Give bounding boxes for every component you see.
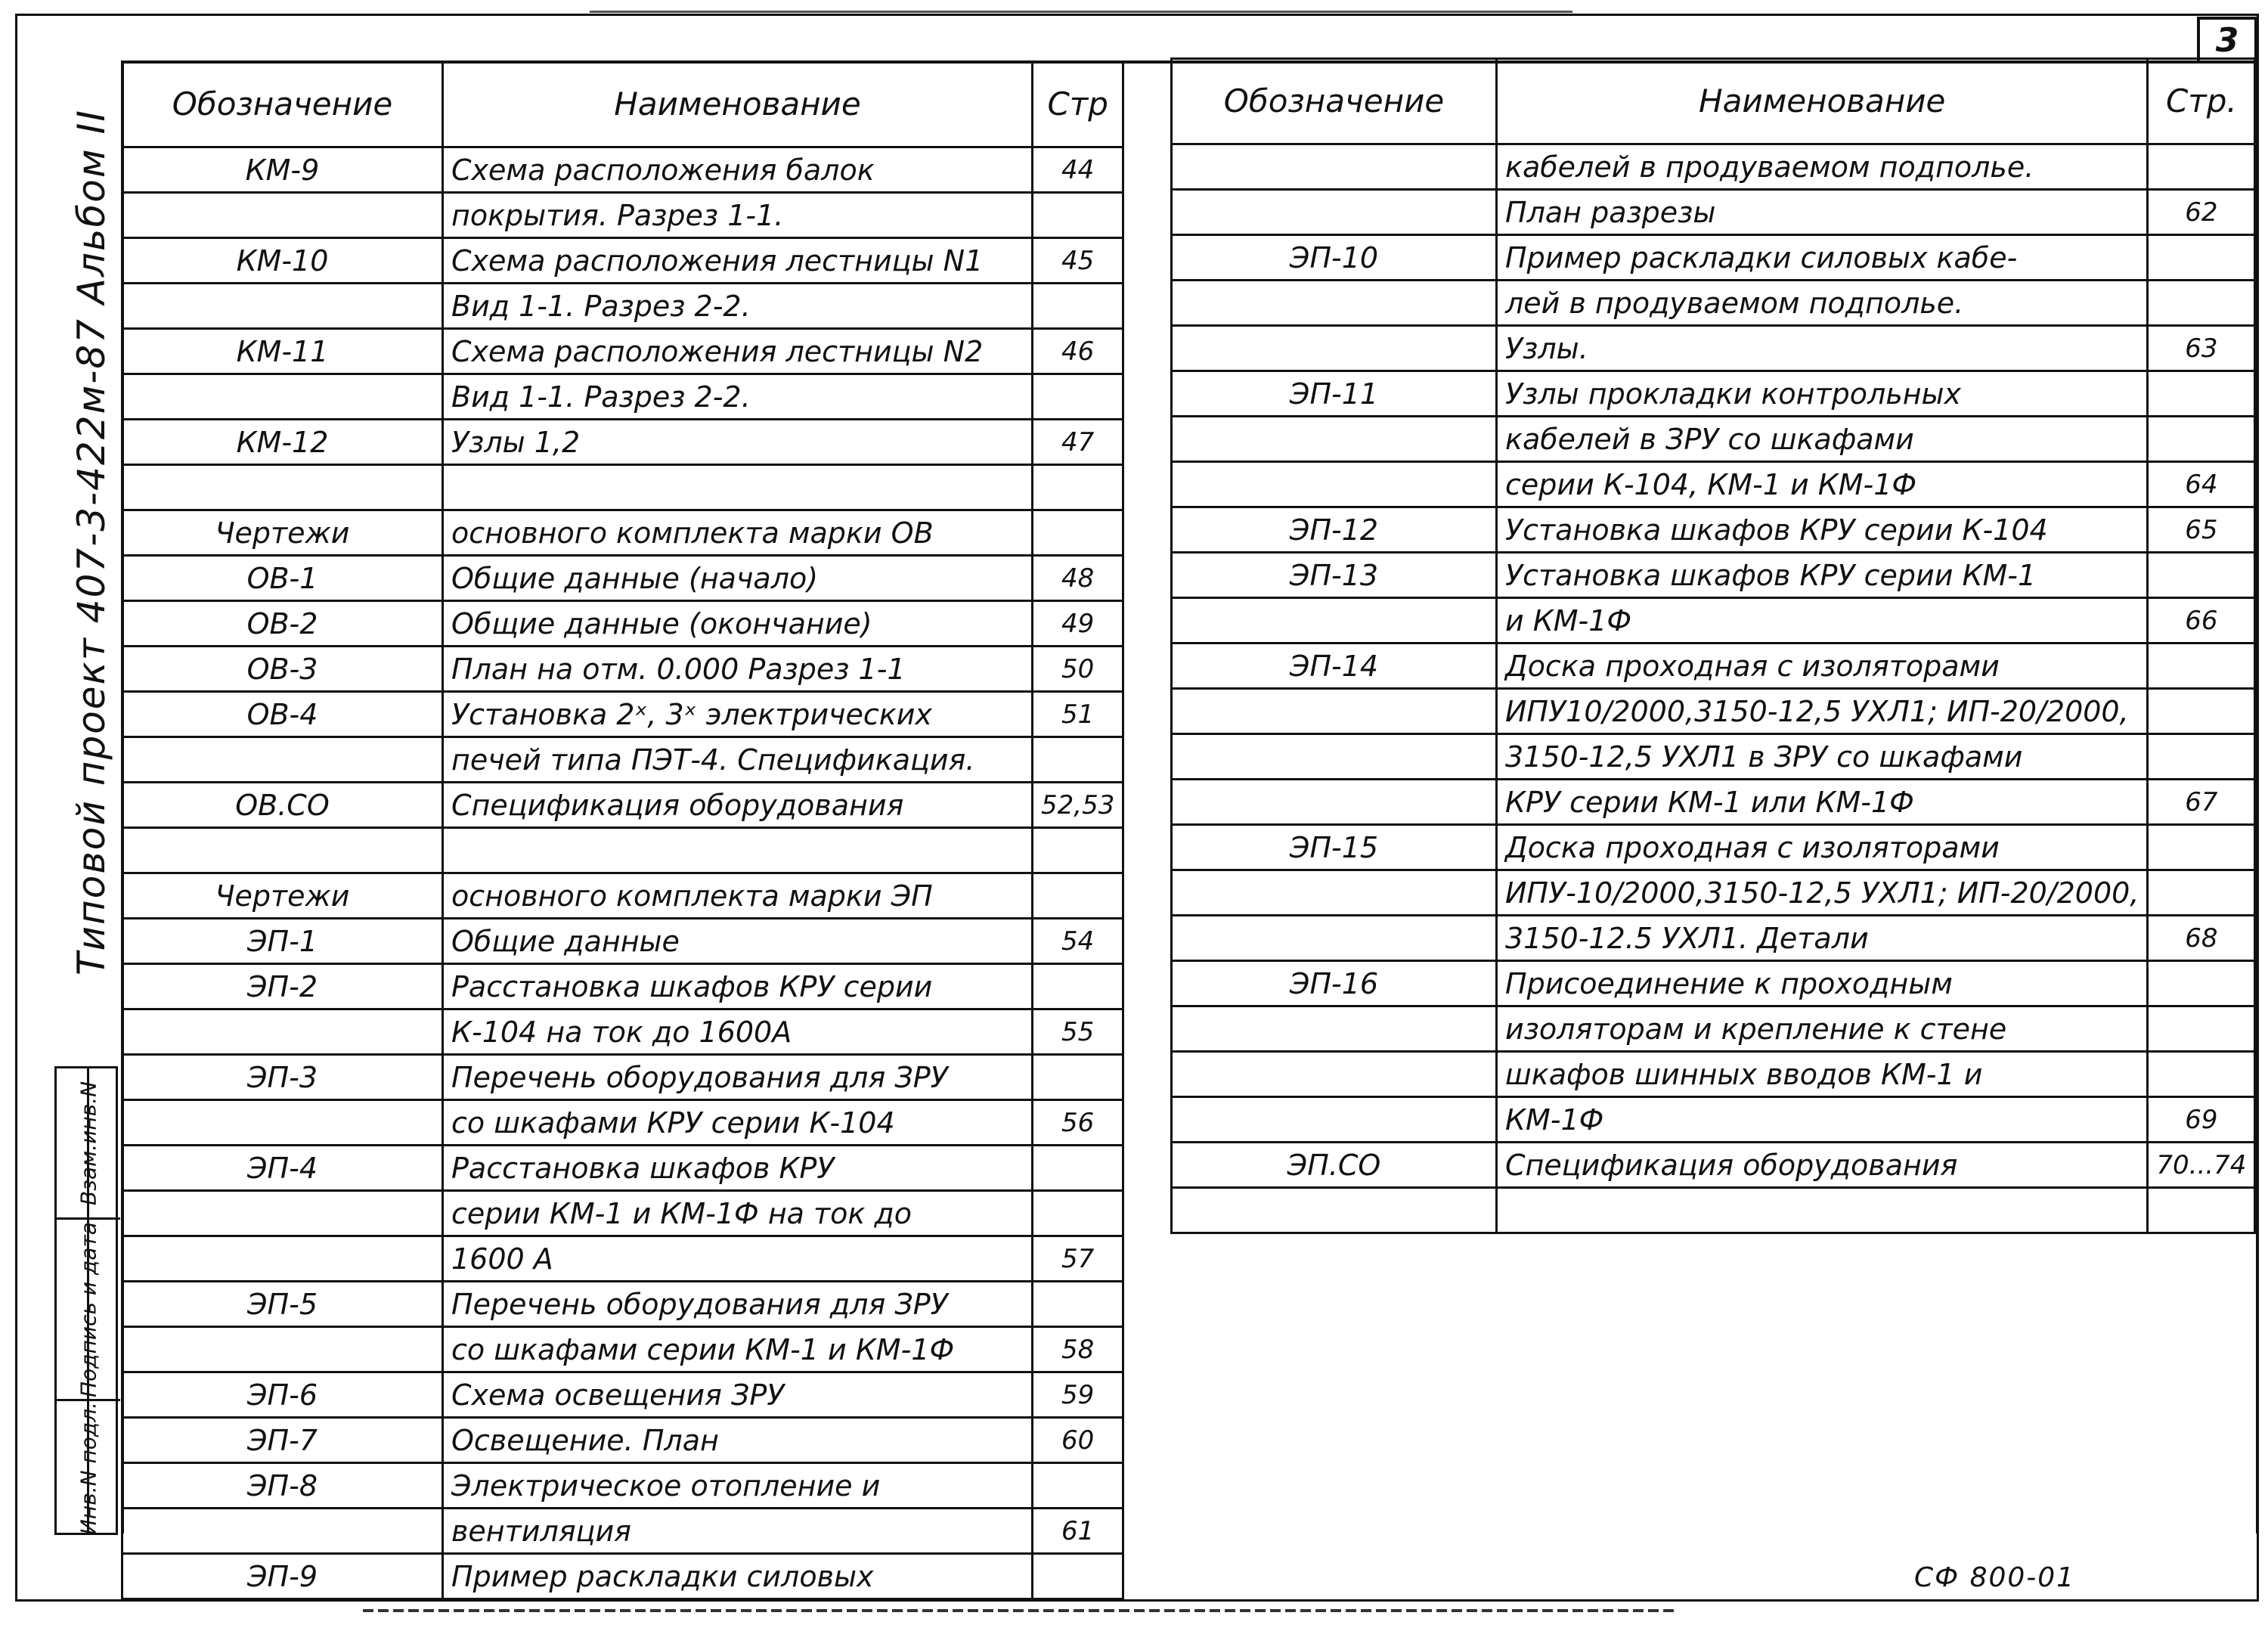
header-code: Обозначение — [122, 62, 443, 147]
page-cell — [2148, 1188, 2255, 1233]
table-row — [122, 238, 1123, 284]
code-cell: ЭП-8 — [122, 1463, 443, 1509]
name-cell — [443, 828, 1033, 873]
table-row — [1172, 417, 2255, 462]
code-cell — [1172, 689, 1497, 734]
name-cell: КРУ серии КМ-1 или КМ-1Ф — [1497, 780, 2148, 825]
table-row — [122, 1009, 1123, 1055]
page-cell: 57 — [1033, 1236, 1123, 1282]
stamp-label: Инв.N подл. — [76, 1401, 101, 1535]
header-name: Наименование — [1497, 59, 2148, 144]
name-cell: Схема расположения балок — [443, 147, 1033, 193]
table-row — [122, 1554, 1123, 1599]
name-cell: вентиляция — [443, 1509, 1033, 1554]
code-cell — [1172, 144, 1497, 190]
name-cell: изоляторам и крепление к стене — [1497, 1006, 2148, 1052]
table-row — [122, 1509, 1123, 1554]
page-cell — [1033, 737, 1123, 783]
page-cell: 64 — [2148, 462, 2255, 507]
page-cell: 56 — [1033, 1100, 1123, 1146]
code-cell: ЭП-10 — [1172, 235, 1497, 281]
page-cell — [2148, 643, 2255, 689]
table-row — [122, 919, 1123, 964]
page-cell — [2148, 144, 2255, 190]
name-cell: 3150-12.5 УХЛ1. Детали — [1497, 916, 2148, 961]
page-cell — [1033, 828, 1123, 873]
page-cell: 61 — [1033, 1509, 1123, 1554]
sheet-number: 3 — [2197, 17, 2257, 64]
stamp-cell-inventory — [57, 1401, 120, 1535]
code-cell: ЭП-16 — [1172, 961, 1497, 1006]
name-cell: лей в продуваемом подполье. — [1497, 281, 2148, 326]
table-row — [1172, 825, 2255, 870]
table-row — [122, 284, 1123, 329]
page-cell: 44 — [1033, 147, 1123, 193]
table-row — [122, 1055, 1123, 1100]
table-row — [122, 1282, 1123, 1327]
page-cell — [2148, 235, 2255, 281]
page-cell — [1033, 193, 1123, 238]
code-cell — [122, 1509, 443, 1554]
table-row — [1172, 462, 2255, 507]
code-cell — [122, 1327, 443, 1372]
code-cell — [122, 737, 443, 783]
name-cell: 1600 А — [443, 1236, 1033, 1282]
code-cell — [1172, 1188, 1497, 1233]
code-cell: ОВ.СО — [122, 783, 443, 828]
page-cell: 46 — [1033, 329, 1123, 374]
table-row — [1172, 553, 2255, 598]
name-cell: Узлы прокладки контрольных — [1497, 371, 2148, 417]
name-cell — [1497, 1188, 2148, 1233]
page-cell — [1033, 1554, 1123, 1599]
name-cell: ИПУ10/2000,3150-12,5 УХЛ1; ИП-20/2000, — [1497, 689, 2148, 734]
page-cell: 68 — [2148, 916, 2255, 961]
name-cell: 3150-12,5 УХЛ1 в ЗРУ со шкафами — [1497, 734, 2148, 780]
name-cell: покрытия. Разрез 1-1. — [443, 193, 1033, 238]
name-cell: Расстановка шкафов КРУ — [443, 1146, 1033, 1191]
page-cell — [1033, 465, 1123, 510]
table-row — [1172, 734, 2255, 780]
name-cell: Расстановка шкафов КРУ серии — [443, 964, 1033, 1009]
name-cell: Доска проходная с изоляторами — [1497, 825, 2148, 870]
name-cell: ИПУ-10/2000,3150-12,5 УХЛ1; ИП-20/2000, — [1497, 870, 2148, 916]
name-cell: Схема освещения ЗРУ — [443, 1372, 1033, 1418]
page-cell — [1033, 374, 1123, 420]
name-cell: основного комплекта марки ОВ — [443, 510, 1033, 556]
code-cell: ЭП-4 — [122, 1146, 443, 1191]
code-cell — [1172, 190, 1497, 235]
name-cell: Электрическое отопление и — [443, 1463, 1033, 1509]
name-cell: Установка 2ˣ, 3ˣ электрических — [443, 692, 1033, 737]
page-cell — [1033, 1146, 1123, 1191]
name-cell: кабелей в ЗРУ со шкафами — [1497, 417, 2148, 462]
page-cell — [2148, 961, 2255, 1006]
table-row — [122, 374, 1123, 420]
left-contents-table — [121, 60, 1124, 1600]
code-cell — [1172, 734, 1497, 780]
header-code: Обозначение — [1172, 59, 1497, 144]
table-row — [1172, 144, 2255, 190]
page-cell — [2148, 553, 2255, 598]
code-cell: ОВ-1 — [122, 556, 443, 601]
table-row — [1172, 1006, 2255, 1052]
name-cell: План разрезы — [1497, 190, 2148, 235]
name-cell: Общие данные — [443, 919, 1033, 964]
code-cell — [122, 1009, 443, 1055]
code-cell: ЭП-7 — [122, 1418, 443, 1463]
code-cell — [1172, 417, 1497, 462]
page-cell: 69 — [2148, 1097, 2255, 1143]
name-cell: со шкафами КРУ серии К-104 — [443, 1100, 1033, 1146]
table-row — [1172, 507, 2255, 553]
code-cell: ЭП-9 — [122, 1554, 443, 1599]
right-table-body — [1172, 144, 2255, 1233]
code-cell: ЭП-11 — [1172, 371, 1497, 417]
page-cell: 48 — [1033, 556, 1123, 601]
page-cell — [1033, 1463, 1123, 1509]
code-cell — [1172, 1006, 1497, 1052]
table-row — [1172, 689, 2255, 734]
code-cell — [122, 1100, 443, 1146]
code-cell — [1172, 780, 1497, 825]
code-cell — [1172, 281, 1497, 326]
top-rule — [590, 11, 1572, 13]
page-cell — [2148, 825, 2255, 870]
code-cell: ЭП.СО — [1172, 1143, 1497, 1188]
table-row — [122, 737, 1123, 783]
footer-code: СФ 800-01 — [1914, 1562, 2076, 1593]
name-cell: Вид 1-1. Разрез 2-2. — [443, 374, 1033, 420]
name-cell: Вид 1-1. Разрез 2-2. — [443, 284, 1033, 329]
code-cell — [1172, 1097, 1497, 1143]
code-cell — [122, 465, 443, 510]
table-row — [122, 783, 1123, 828]
table-row — [122, 828, 1123, 873]
table-row — [1172, 916, 2255, 961]
code-cell — [122, 1236, 443, 1282]
name-cell: Пример раскладки силовых — [443, 1554, 1033, 1599]
name-cell: и КМ-1Ф — [1497, 598, 2148, 643]
code-cell — [122, 828, 443, 873]
table-row — [122, 1236, 1123, 1282]
table-row — [1172, 643, 2255, 689]
page-cell: 45 — [1033, 238, 1123, 284]
code-cell: КМ-10 — [122, 238, 443, 284]
page-cell — [2148, 1006, 2255, 1052]
name-cell: Общие данные (начало) — [443, 556, 1033, 601]
name-cell: Перечень оборудования для ЗРУ — [443, 1055, 1033, 1100]
table-row — [1172, 281, 2255, 326]
table-row — [1172, 780, 2255, 825]
page-cell — [2148, 689, 2255, 734]
header-name: Наименование — [443, 62, 1033, 147]
code-cell: ЭП-5 — [122, 1282, 443, 1327]
table-row — [122, 1191, 1123, 1236]
name-cell: Схема расположения лестницы N1 — [443, 238, 1033, 284]
name-cell: серии КМ-1 и КМ-1Ф на ток до — [443, 1191, 1033, 1236]
code-cell — [122, 1191, 443, 1236]
name-cell: печей типа ПЭТ-4. Спецификация. — [443, 737, 1033, 783]
name-cell: Узлы. — [1497, 326, 2148, 371]
table-header-row — [122, 62, 1123, 147]
code-cell: ЭП-3 — [122, 1055, 443, 1100]
name-cell — [443, 465, 1033, 510]
page-cell: 55 — [1033, 1009, 1123, 1055]
code-cell: КМ-11 — [122, 329, 443, 374]
name-cell: КМ-1Ф — [1497, 1097, 2148, 1143]
table-row — [1172, 235, 2255, 281]
page-cell — [2148, 371, 2255, 417]
page-cell — [2148, 281, 2255, 326]
code-cell — [1172, 598, 1497, 643]
header-page: Стр — [1033, 62, 1123, 147]
code-cell: ЭП-12 — [1172, 507, 1497, 553]
table-row — [122, 556, 1123, 601]
stamp-cell-signature — [57, 1220, 120, 1401]
page-cell: 66 — [2148, 598, 2255, 643]
table-row — [1172, 598, 2255, 643]
table-row — [122, 647, 1123, 692]
page-cell — [2148, 417, 2255, 462]
code-cell: КМ-12 — [122, 420, 443, 465]
name-cell: Перечень оборудования для ЗРУ — [443, 1282, 1033, 1327]
page-cell: 52,53 — [1033, 783, 1123, 828]
stamp-strip — [54, 1066, 118, 1535]
table-row — [122, 1372, 1123, 1418]
code-cell — [1172, 326, 1497, 371]
page-cell: 51 — [1033, 692, 1123, 737]
name-cell: Присоединение к проходным — [1497, 961, 2148, 1006]
table-row — [122, 193, 1123, 238]
table-row — [122, 692, 1123, 737]
code-cell: ЭП-1 — [122, 919, 443, 964]
left-table-body — [122, 147, 1123, 1599]
name-cell: со шкафами серии КМ-1 и КМ-1Ф — [443, 1327, 1033, 1372]
table-row — [1172, 1188, 2255, 1233]
page-cell: 58 — [1033, 1327, 1123, 1372]
code-cell: ЭП-13 — [1172, 553, 1497, 598]
page-cell: 62 — [2148, 190, 2255, 235]
table-row — [122, 1146, 1123, 1191]
code-cell — [122, 374, 443, 420]
code-cell: ЭП-6 — [122, 1372, 443, 1418]
stamp-label: Взам.инв.N — [76, 1081, 101, 1205]
code-cell — [1172, 1052, 1497, 1097]
page-cell — [1033, 510, 1123, 556]
page-cell: 47 — [1033, 420, 1123, 465]
page-cell — [1033, 284, 1123, 329]
table-row — [122, 420, 1123, 465]
table-row — [122, 601, 1123, 647]
table-row — [1172, 326, 2255, 371]
page-cell: 70...74 — [2148, 1143, 2255, 1188]
table-row — [122, 964, 1123, 1009]
stamp-cell-replaced — [57, 1068, 120, 1220]
page-cell — [1033, 1055, 1123, 1100]
page-cell: 63 — [2148, 326, 2255, 371]
table-row — [1172, 1097, 2255, 1143]
page-cell: 49 — [1033, 601, 1123, 647]
table-row — [122, 1327, 1123, 1372]
code-cell: ЭП-2 — [122, 964, 443, 1009]
header-page: Стр. — [2148, 59, 2255, 144]
page-cell: 67 — [2148, 780, 2255, 825]
table-row — [122, 1100, 1123, 1146]
name-cell: Установка шкафов КРУ серии КМ-1 — [1497, 553, 2148, 598]
page-cell: 59 — [1033, 1372, 1123, 1418]
table-row — [122, 873, 1123, 919]
page-cell — [2148, 1052, 2255, 1097]
name-cell: К-104 на ток до 1600А — [443, 1009, 1033, 1055]
name-cell: Узлы 1,2 — [443, 420, 1033, 465]
table-row — [1172, 961, 2255, 1006]
name-cell: кабелей в продуваемом подполье. — [1497, 144, 2148, 190]
code-cell: ОВ-3 — [122, 647, 443, 692]
page-cell — [1033, 1191, 1123, 1236]
code-cell: КМ-9 — [122, 147, 443, 193]
code-cell: ЭП-14 — [1172, 643, 1497, 689]
table-row — [122, 465, 1123, 510]
page-cell — [1033, 964, 1123, 1009]
table-row — [1172, 190, 2255, 235]
right-contents-table — [1170, 57, 2256, 1234]
code-cell: ОВ-2 — [122, 601, 443, 647]
code-cell: ЭП-15 — [1172, 825, 1497, 870]
name-cell: Пример раскладки силовых кабе- — [1497, 235, 2148, 281]
side-title: Типовой проект 407-3-422м-87 Альбом II — [70, 109, 113, 975]
table-row — [122, 1463, 1123, 1509]
name-cell: серии К-104, КМ-1 и КМ-1Ф — [1497, 462, 2148, 507]
code-cell — [1172, 462, 1497, 507]
page-cell — [1033, 1282, 1123, 1327]
table-header-row — [1172, 59, 2255, 144]
table-row — [1172, 1052, 2255, 1097]
table-row — [122, 510, 1123, 556]
table-row — [1172, 870, 2255, 916]
page-cell — [2148, 870, 2255, 916]
table-row — [122, 147, 1123, 193]
name-cell: Общие данные (окончание) — [443, 601, 1033, 647]
name-cell: Доска проходная с изоляторами — [1497, 643, 2148, 689]
code-cell — [1172, 870, 1497, 916]
name-cell: Спецификация оборудования — [443, 783, 1033, 828]
name-cell: Спецификация оборудования — [1497, 1143, 2148, 1188]
table-row — [122, 329, 1123, 374]
code-cell: Чертежи — [122, 873, 443, 919]
code-cell — [122, 284, 443, 329]
page-cell: 60 — [1033, 1418, 1123, 1463]
code-cell: Чертежи — [122, 510, 443, 556]
page-cell — [2148, 734, 2255, 780]
table-row — [122, 1418, 1123, 1463]
code-cell — [1172, 916, 1497, 961]
bottom-rule — [363, 1609, 1678, 1612]
page-cell: 65 — [2148, 507, 2255, 553]
code-cell — [122, 193, 443, 238]
page-cell — [1033, 873, 1123, 919]
table-row — [1172, 1143, 2255, 1188]
name-cell: шкафов шинных вводов КМ-1 и — [1497, 1052, 2148, 1097]
name-cell: Установка шкафов КРУ серии К-104 — [1497, 507, 2148, 553]
code-cell: ОВ-4 — [122, 692, 443, 737]
stamp-label: Подпись и дата — [76, 1221, 101, 1397]
name-cell: Освещение. План — [443, 1418, 1033, 1463]
page-cell: 50 — [1033, 647, 1123, 692]
page-cell: 54 — [1033, 919, 1123, 964]
table-row — [1172, 371, 2255, 417]
name-cell: Схема расположения лестницы N2 — [443, 329, 1033, 374]
name-cell: основного комплекта марки ЭП — [443, 873, 1033, 919]
name-cell: План на отм. 0.000 Разрез 1-1 — [443, 647, 1033, 692]
